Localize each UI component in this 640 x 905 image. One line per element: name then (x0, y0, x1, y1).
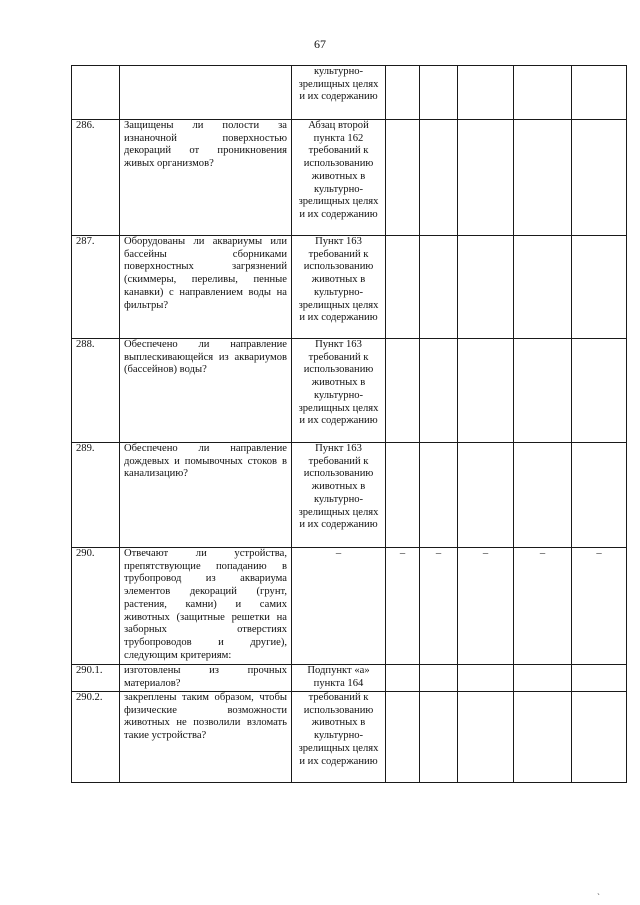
answer-no-cell (420, 236, 458, 339)
answer-yes-cell (386, 443, 420, 548)
answer-yes-cell (386, 692, 420, 783)
note-cell (514, 665, 572, 692)
answer-yes-cell (386, 236, 420, 339)
answer-no-cell (420, 120, 458, 236)
not-applicable-cell (458, 665, 514, 692)
question-text: изготовлены из прочных материалов? (120, 665, 292, 692)
extra-cell (572, 443, 627, 548)
answer-yes-cell (386, 339, 420, 443)
not-applicable-cell (458, 443, 514, 548)
note-cell: – (514, 548, 572, 665)
not-applicable-cell (458, 692, 514, 783)
row-number: 290.2. (72, 692, 120, 783)
requirement-reference: – (292, 548, 386, 665)
extra-cell (572, 692, 627, 783)
note-cell (514, 443, 572, 548)
row-number: 289. (72, 443, 120, 548)
question-text: Защищены ли полости за изнаночной поверхностью декораций от проникновения живых организмов? (120, 120, 292, 236)
table-row (72, 548, 627, 665)
not-applicable-cell (458, 120, 514, 236)
requirement-reference: Пункт 163 требований к использованию животных в культурно-зрелищных целях и их содержанию (292, 339, 386, 443)
requirement-reference: культурно-зрелищных целях и их содержанию (292, 66, 386, 120)
row-number: 290.1. (72, 665, 120, 692)
requirement-reference: требований к использованию животных в культурно-зрелищных целях и их содержанию (292, 692, 386, 783)
answer-no-cell (420, 692, 458, 783)
table-row (72, 339, 627, 443)
note-cell (514, 66, 572, 120)
answer-yes-cell (386, 665, 420, 692)
not-applicable-cell: – (458, 548, 514, 665)
table-row (72, 443, 627, 548)
row-number: 290. (72, 548, 120, 665)
requirement-reference: Подпункт «а» пункта 164 (292, 665, 386, 692)
extra-cell: – (572, 548, 627, 665)
answer-yes-cell (386, 120, 420, 236)
answer-yes-cell (386, 66, 420, 120)
extra-cell (572, 339, 627, 443)
not-applicable-cell (458, 66, 514, 120)
extra-cell (572, 236, 627, 339)
row-number: 288. (72, 339, 120, 443)
question-text: Отвечают ли устройства, препятствующие попаданию в трубопровод из аквариума элементов декораций (грунт, растения, камни) и самих животных (защитные решетки на заборных отверстиях трубопроводов и другие), следующим критериям: (120, 548, 292, 665)
answer-no-cell (420, 66, 458, 120)
table-row (72, 692, 627, 783)
note-cell (514, 339, 572, 443)
answer-yes-cell: – (386, 548, 420, 665)
question-text: Обеспечено ли направление дождевых и помывочных стоков в канализацию? (120, 443, 292, 548)
not-applicable-cell (458, 339, 514, 443)
answer-no-cell (420, 443, 458, 548)
row-number: 287. (72, 236, 120, 339)
not-applicable-cell (458, 236, 514, 339)
extra-cell (572, 120, 627, 236)
note-cell (514, 120, 572, 236)
requirement-reference: Абзац второй пункта 162 требований к использованию животных в культурно-зрелищных целях и их содержанию (292, 120, 386, 236)
question-text (120, 66, 292, 120)
page-number: 67 (314, 37, 326, 51)
question-text: Обеспечено ли направление выплескивающейся из аквариумов (бассейнов) воды? (120, 339, 292, 443)
answer-no-cell (420, 339, 458, 443)
answer-no-cell: – (420, 548, 458, 665)
scan-mark: ˏ (597, 885, 600, 895)
note-cell (514, 236, 572, 339)
table-row (72, 66, 627, 120)
note-cell (514, 692, 572, 783)
checklist-table (71, 65, 627, 783)
question-text: закреплены таким образом, чтобы физические возможности животных не позволили взломать такие устройства? (120, 692, 292, 783)
extra-cell (572, 66, 627, 120)
row-number: 286. (72, 120, 120, 236)
requirement-reference: Пункт 163 требований к использованию животных в культурно-зрелищных целях и их содержанию (292, 443, 386, 548)
table-row (72, 665, 627, 692)
row-number (72, 66, 120, 120)
table-row (72, 120, 627, 236)
table-row (72, 236, 627, 339)
answer-no-cell (420, 665, 458, 692)
question-text: Оборудованы ли аквариумы или бассейны сборниками поверхностных загрязнений (скиммеры, переливы, пенные канавки) с направлением воды на фильтры? (120, 236, 292, 339)
requirement-reference: Пункт 163 требований к использованию животных в культурно-зрелищных целях и их содержанию (292, 236, 386, 339)
extra-cell (572, 665, 627, 692)
